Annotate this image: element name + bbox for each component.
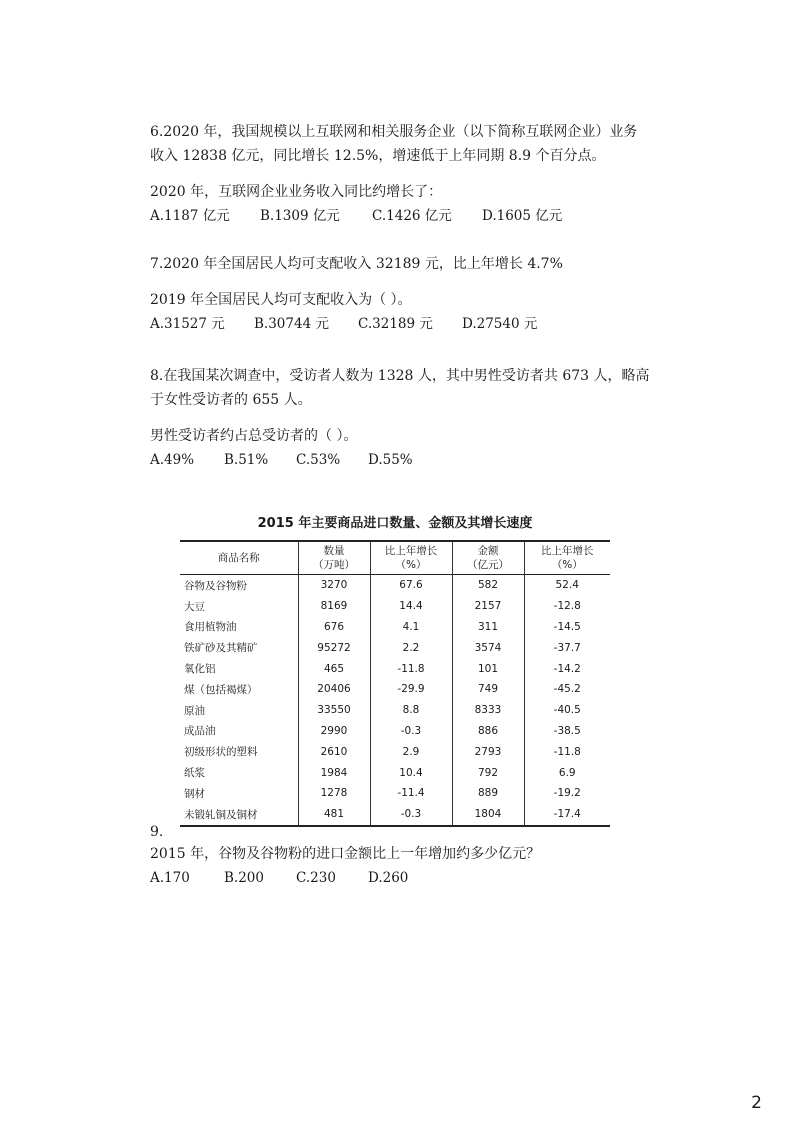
cell-quantity: 8169 xyxy=(298,596,370,617)
header-amount-line1: 金额 xyxy=(477,545,499,557)
cell-name: 纸浆 xyxy=(180,762,298,783)
cell-amount-growth: -37.7 xyxy=(524,637,610,658)
header-quantity-line1: 数量 xyxy=(323,545,345,557)
question-9-options xyxy=(150,866,670,888)
option-b[interactable]: B.51% xyxy=(224,452,269,468)
table-row xyxy=(180,741,610,762)
cell-quantity-growth: -29.9 xyxy=(370,679,452,700)
cell-amount: 582 xyxy=(452,575,524,596)
cell-quantity: 481 xyxy=(298,804,370,826)
cell-name: 钢材 xyxy=(180,783,298,804)
question-6-stem-line1: 6.2020 年，我国规模以上互联网和相关服务企业（以下简称互联网企业）业务 xyxy=(150,124,638,140)
cell-quantity-growth: 4.1 xyxy=(370,617,452,638)
question-9-number: 9. xyxy=(150,824,164,840)
cell-amount-growth: -14.5 xyxy=(524,617,610,638)
cell-quantity: 1984 xyxy=(298,762,370,783)
header-amount-growth-line2: （%） xyxy=(551,559,583,571)
option-c[interactable]: C.230 xyxy=(296,870,336,886)
cell-quantity: 33550 xyxy=(298,700,370,721)
question-8-prompt: 男性受访者约占总受访者的（ ）。 xyxy=(150,428,358,444)
question-6-stem-line2: 收入 12838 亿元，同比增长 12.5%，增速低于上年同期 8.9 个百分点。 xyxy=(150,148,606,164)
table-header-row xyxy=(180,541,610,575)
cell-amount: 1804 xyxy=(452,804,524,826)
option-a[interactable]: A.1187 亿元 xyxy=(150,208,230,224)
cell-quantity: 1278 xyxy=(298,783,370,804)
cell-quantity-growth: 8.8 xyxy=(370,700,452,721)
question-9 xyxy=(150,822,670,888)
question-8 xyxy=(150,364,670,470)
cell-name: 成品油 xyxy=(180,721,298,742)
option-a[interactable]: A.31527 元 xyxy=(150,316,225,332)
cell-quantity: 2990 xyxy=(298,721,370,742)
cell-quantity-growth: 2.9 xyxy=(370,741,452,762)
option-a[interactable]: A.49% xyxy=(150,452,195,468)
question-6-prompt: 2020 年，互联网企业业务收入同比约增长了： xyxy=(150,184,443,200)
cell-quantity-growth: 14.4 xyxy=(370,596,452,617)
cell-name: 初级形状的塑料 xyxy=(180,741,298,762)
cell-name: 原油 xyxy=(180,700,298,721)
cell-amount-growth: -19.2 xyxy=(524,783,610,804)
question-9-prompt: 2015 年，谷物及谷物粉的进口金额比上一年增加约多少亿元？ xyxy=(150,846,541,862)
table-row xyxy=(180,637,610,658)
cell-amount-growth: -45.2 xyxy=(524,679,610,700)
option-c[interactable]: C.1426 亿元 xyxy=(372,208,452,224)
cell-quantity: 2610 xyxy=(298,741,370,762)
table-row xyxy=(180,658,610,679)
cell-amount-growth: -40.5 xyxy=(524,700,610,721)
cell-amount: 101 xyxy=(452,658,524,679)
cell-name: 铁矿砂及其精矿 xyxy=(180,637,298,658)
table-row xyxy=(180,617,610,638)
header-quantity-line2: （万吨） xyxy=(313,559,355,571)
cell-amount: 749 xyxy=(452,679,524,700)
header-amount-growth-line1: 比上年增长 xyxy=(541,545,594,557)
cell-quantity: 20406 xyxy=(298,679,370,700)
cell-quantity: 3270 xyxy=(298,575,370,596)
cell-amount-growth: 52.4 xyxy=(524,575,610,596)
question-7-stem: 7.2020 年全国居民人均可支配收入 32189 元，比上年增长 4.7% xyxy=(150,256,563,272)
table-row xyxy=(180,575,610,596)
import-table xyxy=(180,540,610,827)
question-7 xyxy=(150,252,670,334)
cell-quantity-growth: -11.8 xyxy=(370,658,452,679)
option-b[interactable]: B.30744 元 xyxy=(254,316,329,332)
cell-name: 大豆 xyxy=(180,596,298,617)
cell-amount-growth: -14.2 xyxy=(524,658,610,679)
cell-quantity-growth: -0.3 xyxy=(370,721,452,742)
header-amount xyxy=(452,541,524,575)
header-name-text: 商品名称 xyxy=(217,552,260,564)
table-row xyxy=(180,783,610,804)
table-row xyxy=(180,762,610,783)
cell-name: 食用植物油 xyxy=(180,617,298,638)
cell-quantity: 465 xyxy=(298,658,370,679)
question-7-prompt: 2019 年全国居民人均可支配收入为（ ）。 xyxy=(150,292,412,308)
cell-amount-growth: -12.8 xyxy=(524,596,610,617)
option-c[interactable]: C.53% xyxy=(296,452,341,468)
cell-amount-growth: -11.8 xyxy=(524,741,610,762)
header-quantity-growth xyxy=(370,541,452,575)
cell-name: 未锻轧铜及铜材 xyxy=(180,804,298,826)
cell-amount-growth: 6.9 xyxy=(524,762,610,783)
header-amount-growth xyxy=(524,541,610,575)
question-6-options xyxy=(150,204,670,226)
cell-name: 煤（包括褐煤） xyxy=(180,679,298,700)
question-6 xyxy=(150,120,670,226)
header-quantity-growth-line2: （%） xyxy=(395,559,427,571)
option-b[interactable]: B.1309 亿元 xyxy=(260,208,340,224)
cell-name: 氧化铝 xyxy=(180,658,298,679)
question-8-stem-line2: 于女性受访者的 655 人。 xyxy=(150,392,312,408)
option-d[interactable]: D.55% xyxy=(368,452,413,468)
header-amount-line2: （亿元） xyxy=(467,559,509,571)
cell-quantity: 95272 xyxy=(298,637,370,658)
option-c[interactable]: C.32189 元 xyxy=(358,316,433,332)
cell-amount: 2793 xyxy=(452,741,524,762)
cell-amount: 792 xyxy=(452,762,524,783)
cell-amount: 886 xyxy=(452,721,524,742)
header-quantity-growth-line1: 比上年增长 xyxy=(384,545,438,557)
cell-quantity-growth: -0.3 xyxy=(370,804,452,826)
option-d[interactable]: D.27540 元 xyxy=(462,316,538,332)
table-row xyxy=(180,700,610,721)
cell-amount: 3574 xyxy=(452,637,524,658)
table-row xyxy=(180,679,610,700)
option-b[interactable]: B.200 xyxy=(224,870,264,886)
cell-quantity-growth: 10.4 xyxy=(370,762,452,783)
cell-quantity-growth: 2.2 xyxy=(370,637,452,658)
question-8-options xyxy=(150,448,670,470)
cell-amount: 8333 xyxy=(452,700,524,721)
cell-quantity: 676 xyxy=(298,617,370,638)
cell-amount-growth: -17.4 xyxy=(524,804,610,826)
table-title: 2015 年主要商品进口数量、金额及其增长速度 xyxy=(257,516,533,531)
cell-quantity-growth: -11.4 xyxy=(370,783,452,804)
header-name xyxy=(180,541,298,575)
question-8-stem-line1: 8.在我国某次调查中，受访者人数为 1328 人，其中男性受访者共 673 人，略高 xyxy=(150,368,650,384)
table-row xyxy=(180,596,610,617)
option-a[interactable]: A.170 xyxy=(150,870,190,886)
option-d[interactable]: D.1605 亿元 xyxy=(482,208,563,224)
cell-name: 谷物及谷物粉 xyxy=(180,575,298,596)
cell-quantity-growth: 67.6 xyxy=(370,575,452,596)
cell-amount: 2157 xyxy=(452,596,524,617)
cell-amount: 889 xyxy=(452,783,524,804)
header-quantity xyxy=(298,541,370,575)
option-d[interactable]: D.260 xyxy=(368,870,409,886)
question-7-options xyxy=(150,312,670,334)
cell-amount-growth: -38.5 xyxy=(524,721,610,742)
page-number: 2 xyxy=(751,1093,762,1113)
table-row xyxy=(180,721,610,742)
cell-amount: 311 xyxy=(452,617,524,638)
